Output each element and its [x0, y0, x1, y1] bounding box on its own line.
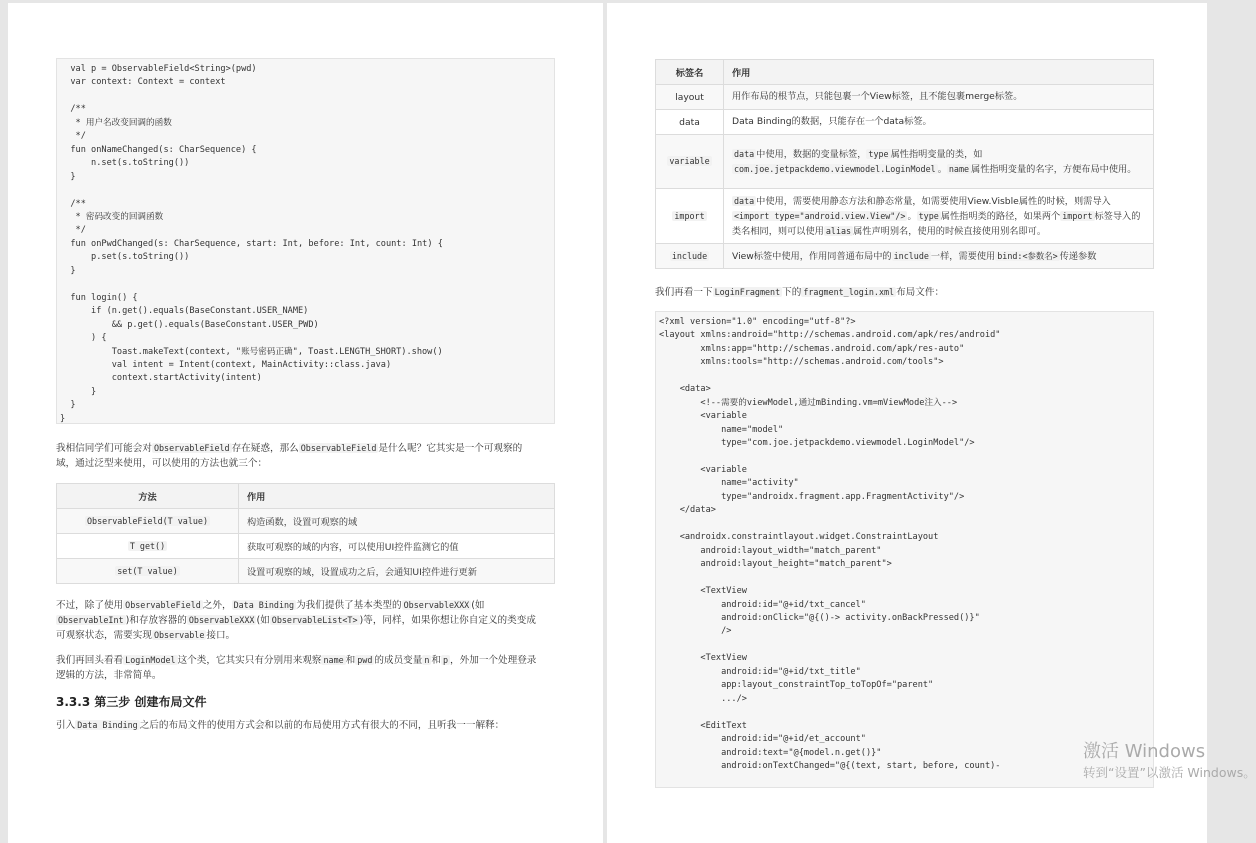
windows-activation-watermark — [1083, 740, 1256, 782]
tag-desc-cell — [724, 244, 1154, 269]
text: 为我们提供了基本类型的 — [296, 600, 402, 611]
inline-code: T get() — [129, 540, 166, 551]
text: 这个类，它其实只有分别用来观察 — [177, 655, 322, 666]
inline-code: name — [323, 655, 344, 665]
inline-code: ObservableInt — [58, 615, 124, 625]
method-cell — [57, 534, 239, 559]
inline-code: bind:<参数名> — [997, 250, 1058, 261]
text: 存在疑惑，那么 — [231, 443, 299, 454]
text: 中使用，数据的变量标签， — [756, 148, 867, 160]
column-header-tag-name: 标签名 — [656, 60, 724, 85]
table-row — [57, 509, 555, 534]
text: 接口。 — [206, 630, 236, 641]
text: 属性指明类的路径，如果两个 — [940, 210, 1061, 222]
inline-code: include — [893, 250, 929, 261]
text: (如 — [256, 615, 270, 626]
tags-table — [655, 59, 1154, 269]
text: 我们再回头看看 — [56, 655, 124, 666]
inline-code: Data Binding — [233, 600, 295, 610]
inline-code: <import type="android.view.View"/> — [734, 210, 906, 221]
text: 之后的布局文件的使用方式会和以前的布局使用方式有很大的不同，且听我一一解释： — [139, 720, 505, 731]
inline-code: pwd — [357, 655, 373, 665]
text: 我相信同学们可能会对 — [56, 443, 152, 454]
column-header-method: 方法 — [57, 484, 239, 509]
text: 和 — [345, 655, 356, 666]
inline-code: LoginFragment — [714, 287, 781, 297]
methods-table — [56, 483, 555, 584]
purpose-cell: 设置可观察的域，设置成功之后，会通知UI控件进行更新 — [239, 559, 555, 584]
text: 引入 — [56, 720, 76, 731]
purpose-cell: 获取可观察的域的内容，可以使用UI控件监测它的值 — [239, 534, 555, 559]
inline-code: fragment_login.xml — [803, 287, 895, 297]
text: )和存放容器的 — [125, 615, 187, 626]
text: 属性指明变量的类，如 — [890, 148, 983, 160]
inline-code: ObservableField — [300, 443, 377, 453]
text: 。 — [907, 210, 917, 222]
inline-code: Observable — [153, 630, 205, 640]
table-row — [656, 244, 1154, 269]
tag-desc-cell: 用作布局的根节点，只能包裹一个View标签，且不能包裹merge标签。 — [724, 85, 1154, 110]
table-row — [57, 534, 555, 559]
tag-name-cell — [656, 244, 724, 269]
text: 一样，需要使用 — [930, 250, 996, 262]
xml-code-block: <?xml version="1.0" encoding="utf-8"?> <layout xmlns:android="http://schemas.android.com/apk/res/android" xmlns:app="http://schemas.android.com/apk/res-auto" xmlns:tools="http://schemas.android.com/tools"> <data> <!--需要的viewModel,通过mBinding.vm=mViewMode注入--> <variable name="model" type="com.joe.jetpackdemo.viewmodel.LoginModel"/> <variable name="activity" type="androidx.fragment.app.FragmentActivity"/> </data> <androidx.constraintlayout.widget.ConstraintLayout android:layout_width="match_parent" android:layout_height="match_parent"> <TextView android:id="@+id/txt_cancel" android:onClick="@{()-> activity.onBackPressed()}" /> <TextView android:id="@+id/txt_title" app:layout_constraintTop_toTopOf="parent" .../> <EditText android:id="@+id/et_account" android:text="@{model.n.get()}" android:onTextChanged="@{(text, start, before, count)- — [655, 311, 1154, 788]
text: 布局文件： — [896, 287, 945, 298]
text: 传递参数 — [1059, 250, 1097, 262]
text: (如 — [471, 600, 485, 611]
inline-code: ObservableField(T value) — [86, 515, 208, 526]
inline-code: LoginModel — [125, 655, 176, 665]
fragment-login-paragraph — [655, 285, 1175, 300]
inline-code: variable — [669, 156, 710, 166]
document-page-left — [8, 3, 603, 843]
text: 中使用，需要使用静态方法和静态常量，如需要使用View.Visble属性的时候，则需导入 — [756, 195, 1111, 207]
text: 和 — [431, 655, 441, 666]
text: 域，通过泛型来使用，可以使用的方法也就三个： — [56, 458, 268, 469]
table-header-row — [656, 60, 1154, 85]
text: 之外， — [202, 600, 232, 611]
text: 标签导入的类名相同，则可以使用 — [732, 210, 1141, 237]
table-row — [57, 559, 555, 584]
inline-code: name — [948, 163, 970, 174]
inline-code: alias — [825, 225, 852, 236]
inline-code: ObservableField — [125, 600, 201, 610]
inline-code: data — [734, 148, 755, 159]
observablefield-paragraph — [56, 441, 576, 471]
table-row — [656, 85, 1154, 110]
table-row — [656, 110, 1154, 135]
table-header-row — [57, 484, 555, 509]
text: ，外加一个处理登录 — [450, 655, 537, 666]
document-page-right — [607, 3, 1207, 843]
inline-code: include — [671, 250, 708, 261]
inline-code: Data Binding — [77, 720, 138, 730]
text: 下的 — [782, 287, 802, 298]
column-header-purpose: 作用 — [239, 484, 555, 509]
inline-code: import — [1062, 210, 1093, 221]
text: )等，同样，如果你想让你自定义的类变成 — [359, 615, 536, 626]
tag-name-cell: layout — [656, 85, 724, 110]
inline-code: type — [918, 210, 939, 221]
text: 属性声明别名，使用的时候直接使用别名即可。 — [853, 225, 1047, 237]
inline-code: data — [734, 195, 755, 206]
kotlin-code-block: val p = ObservableField<String>(pwd) var context: Context = context /** * 用户名改变回调的函数 */ fun onNameChanged(s: CharSequence) { n.set(s.toString()) } /** * 密码改变的回调函数 */ fun onPwdChanged(s: CharSequence, start: Int, before: Int, count: Int) { p.set(s.toString()) } fun login() { if (n.get().equals(BaseConstant.USER_NAME) && p.get().equals(BaseConstant.USER_PWD) ) { Toast.makeText(context, "账号密码正确", Toast.LENGTH_SHORT).show() val intent = Intent(context, MainActivity::class.java) context.startActivity(intent) } } } — [56, 58, 555, 424]
section-heading: 3.3.3 第三步 创建布局文件 — [56, 695, 207, 709]
tag-name-cell — [656, 135, 724, 189]
text: 的成员变量 — [374, 655, 423, 666]
text: 逻辑的方法，非常简单。 — [56, 670, 162, 681]
inline-code: n — [424, 655, 430, 665]
inline-code: ObservableField — [153, 443, 230, 453]
text: 属性指明变量的名字，方便布局中使用。 — [971, 163, 1137, 175]
text: 。 — [937, 163, 947, 175]
text: View标签中使用，作用同普通布局中的 — [732, 250, 892, 262]
inline-code: ObservableXXX — [188, 615, 255, 625]
method-cell — [57, 559, 239, 584]
table-row — [656, 189, 1154, 244]
text: 我们再看一下 — [655, 287, 713, 298]
tag-desc-cell: Data Binding的数据，只能存在一个data标签。 — [724, 110, 1154, 135]
inline-code: type — [868, 148, 889, 159]
inline-code: com.joe.jetpackdemo.viewmodel.LoginModel — [734, 163, 936, 174]
inline-code: ObservableList<T> — [271, 615, 358, 625]
inline-code: ObservableXXX — [403, 600, 470, 610]
text: 可观察状态，需要实现 — [56, 630, 152, 641]
loginmodel-paragraph — [56, 653, 586, 683]
tag-desc-cell — [724, 135, 1154, 189]
method-cell — [57, 509, 239, 534]
text: 不过，除了使用 — [56, 600, 124, 611]
purpose-cell: 构造函数，设置可观察的域 — [239, 509, 555, 534]
layout-intro-paragraph — [56, 718, 586, 733]
table-row — [656, 135, 1154, 189]
text: 是什么呢？它其实是一个可观察的 — [378, 443, 523, 454]
tag-desc-cell — [724, 189, 1154, 244]
observable-types-paragraph — [56, 598, 586, 643]
inline-code: p — [443, 655, 449, 665]
tag-name-cell: data — [656, 110, 724, 135]
watermark-subtitle: 转到“设置”以激活 Windows。 — [1083, 765, 1256, 780]
watermark-title: 激活 Windows — [1083, 741, 1206, 762]
column-header-purpose: 作用 — [724, 60, 1154, 85]
inline-code: import — [674, 210, 705, 221]
tag-name-cell — [656, 189, 724, 244]
inline-code: set(T value) — [117, 565, 178, 576]
